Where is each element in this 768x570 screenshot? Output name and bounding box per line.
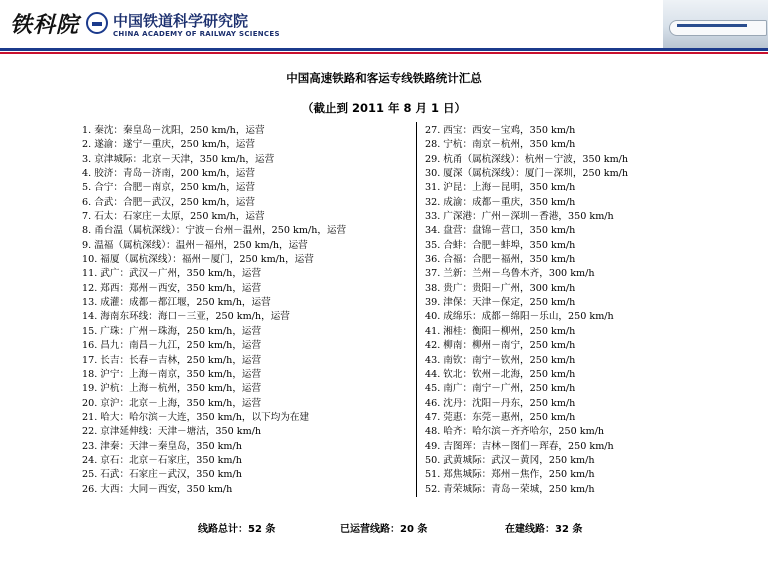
- railway-line-item: 40. 成绵乐：成都－绵阳－乐山，250 km/h: [425, 311, 614, 323]
- railway-line-item: 2. 遂渝：遂宁－重庆，250 km/h，运营: [82, 139, 256, 151]
- railway-line-item: 36. 合福：合肥－福州，350 km/h: [425, 254, 576, 266]
- railway-line-item: 22. 京津延伸线：天津－塘沽，350 km/h: [82, 426, 262, 438]
- railway-line-item: 31. 沪昆：上海－昆明，350 km/h: [425, 182, 576, 194]
- railway-line-item: 50. 武黄城际：武汉－黄冈，250 km/h: [425, 454, 595, 466]
- railway-line-item: 51. 郑焦城际：郑州－焦作，250 km/h: [425, 469, 595, 481]
- railway-line-item: 15. 广珠：广州－珠海，250 km/h，运营: [82, 325, 262, 337]
- railway-line-item: 30. 厦深（属杭深线）：厦门－深圳，250 km/h: [425, 168, 629, 180]
- logo-calligraphy: 铁科院: [10, 12, 80, 38]
- document-subtitle: （截止到 2011 年 8 月 1 日）: [301, 101, 467, 115]
- railway-line-item: 6. 合武：合肥－武汉，250 km/h，运营: [82, 196, 256, 208]
- railway-line-item: 19. 沪杭：上海－杭州，350 km/h，运营: [82, 383, 262, 395]
- header-banner: [0, 0, 768, 52]
- railway-line-item: 16. 昌九：南昌－九江，250 km/h，运营: [82, 340, 262, 352]
- document-title: 中国高速铁路和客运专线铁路统计汇总: [286, 71, 482, 85]
- org-name-cn: 中国铁道科学研究院: [113, 12, 249, 30]
- railway-line-item: 48. 哈齐：哈尔滨－齐齐哈尔，250 km/h: [425, 426, 605, 438]
- railway-line-item: 29. 杭甬（属杭深线）：杭州－宁波，350 km/h: [425, 153, 629, 165]
- academy-emblem-icon: [86, 12, 108, 34]
- railway-line-item: 3. 京津城际：北京－天津，350 km/h，运营: [82, 153, 275, 165]
- org-name-en: CHINA ACADEMY OF RAILWAY SCIENCES: [113, 30, 280, 38]
- railway-line-item: 20. 京沪：北京－上海，350 km/h，运营: [82, 397, 262, 409]
- railway-line-item: 8. 甬台温（属杭深线）：宁波－台州－温州，250 km/h，运营: [82, 225, 347, 237]
- railway-line-item: 27. 西宝：西安－宝鸡，350 km/h: [425, 125, 576, 136]
- railway-line-item: 5. 合宁：合肥－南京，250 km/h，运营: [82, 182, 256, 194]
- railway-line-item: 12. 郑西：郑州－西安，350 km/h，运营: [82, 282, 262, 294]
- railway-line-item: 23. 津秦：天津－秦皇岛，350 km/h: [82, 440, 242, 452]
- line-list-left: [82, 124, 412, 497]
- railway-line-item: 9. 温福（属杭深线）：温州－福州，250 km/h，运营: [82, 239, 308, 251]
- railway-line-item: 17. 长吉：长春－吉林，250 km/h，运营: [82, 354, 262, 366]
- railway-line-item: 13. 成灌：成都－都江堰，250 km/h，运营: [82, 297, 271, 309]
- railway-line-item: 52. 青荣城际：青岛－荣城，250 km/h: [425, 483, 595, 495]
- railway-line-item: 11. 武广：武汉－广州，350 km/h，运营: [82, 268, 262, 280]
- high-speed-train-image: [663, 0, 768, 48]
- railway-line-item: 24. 京石：北京－石家庄，350 km/h: [82, 454, 242, 466]
- railway-line-item: 41. 湘桂：衡阳－柳州，250 km/h: [425, 325, 576, 337]
- railway-line-item: 10. 福厦（属杭深线）：福州－厦门，250 km/h，运营: [82, 254, 314, 266]
- railway-line-item: 34. 盘营：盘锦－营口，350 km/h: [425, 225, 576, 237]
- railway-line-item: 4. 胶济：青岛－济南，200 km/h，运营: [82, 168, 256, 180]
- railway-line-item: 44. 钦北：钦州－北海，250 km/h: [425, 368, 576, 380]
- railway-line-item: 26. 大西：大同－西安，350 km/h: [82, 483, 233, 495]
- column-divider: [416, 122, 417, 497]
- railway-line-item: 14. 海南东环线：海口－三亚，250 km/h，运营: [82, 311, 290, 323]
- railway-line-item: 1. 秦沈：秦皇岛－沈阳，250 km/h，运营: [82, 125, 265, 136]
- railway-line-item: 28. 宁杭：南京－杭州，350 km/h: [425, 139, 576, 151]
- header-rule-red: [0, 52, 768, 54]
- railway-line-item: 43. 南钦：南宁－钦州，250 km/h: [425, 354, 576, 366]
- railway-line-item: 7. 石太：石家庄－太原，250 km/h，运营: [82, 211, 265, 223]
- railway-line-item: 38. 贵广：贵阳－广州，300 km/h: [425, 282, 576, 294]
- railway-line-item: 46. 沈丹：沈阳－丹东，250 km/h: [425, 397, 576, 409]
- railway-line-item: 21. 哈大：哈尔滨－大连，350 km/h，以下均为在建: [82, 411, 310, 423]
- railway-line-item: 32. 成渝：成都－重庆，350 km/h: [425, 196, 576, 208]
- summary-operating: 已运营线路：20 条: [340, 524, 428, 535]
- railway-line-item: 18. 沪宁：上海－南京，350 km/h，运营: [82, 368, 262, 380]
- railway-line-item: 42. 柳南：柳州－南宁，250 km/h: [425, 340, 576, 352]
- railway-line-item: 49. 吉图珲：吉林－图们－珲春，250 km/h: [425, 440, 614, 452]
- summary-under-construction: 在建线路：32 条: [505, 524, 583, 535]
- railway-line-item: 47. 莞惠：东莞－惠州，250 km/h: [425, 411, 576, 423]
- railway-line-item: 39. 津保：天津－保定，250 km/h: [425, 297, 576, 309]
- railway-line-item: 37. 兰新：兰州－乌鲁木齐，300 km/h: [425, 268, 595, 280]
- railway-line-item: 45. 南广：南宁－广州，250 km/h: [425, 383, 576, 395]
- header-rule-blue: [0, 48, 768, 51]
- railway-line-item: 35. 合蚌：合肥－蚌埠，350 km/h: [425, 239, 576, 251]
- line-list-right: [425, 124, 630, 497]
- railway-line-item: 25. 石武：石家庄－武汉，350 km/h: [82, 469, 242, 481]
- railway-line-item: 33. 广深港：广州－深圳－香港，350 km/h: [425, 211, 614, 223]
- summary-total: 线路总计：52 条: [198, 524, 276, 535]
